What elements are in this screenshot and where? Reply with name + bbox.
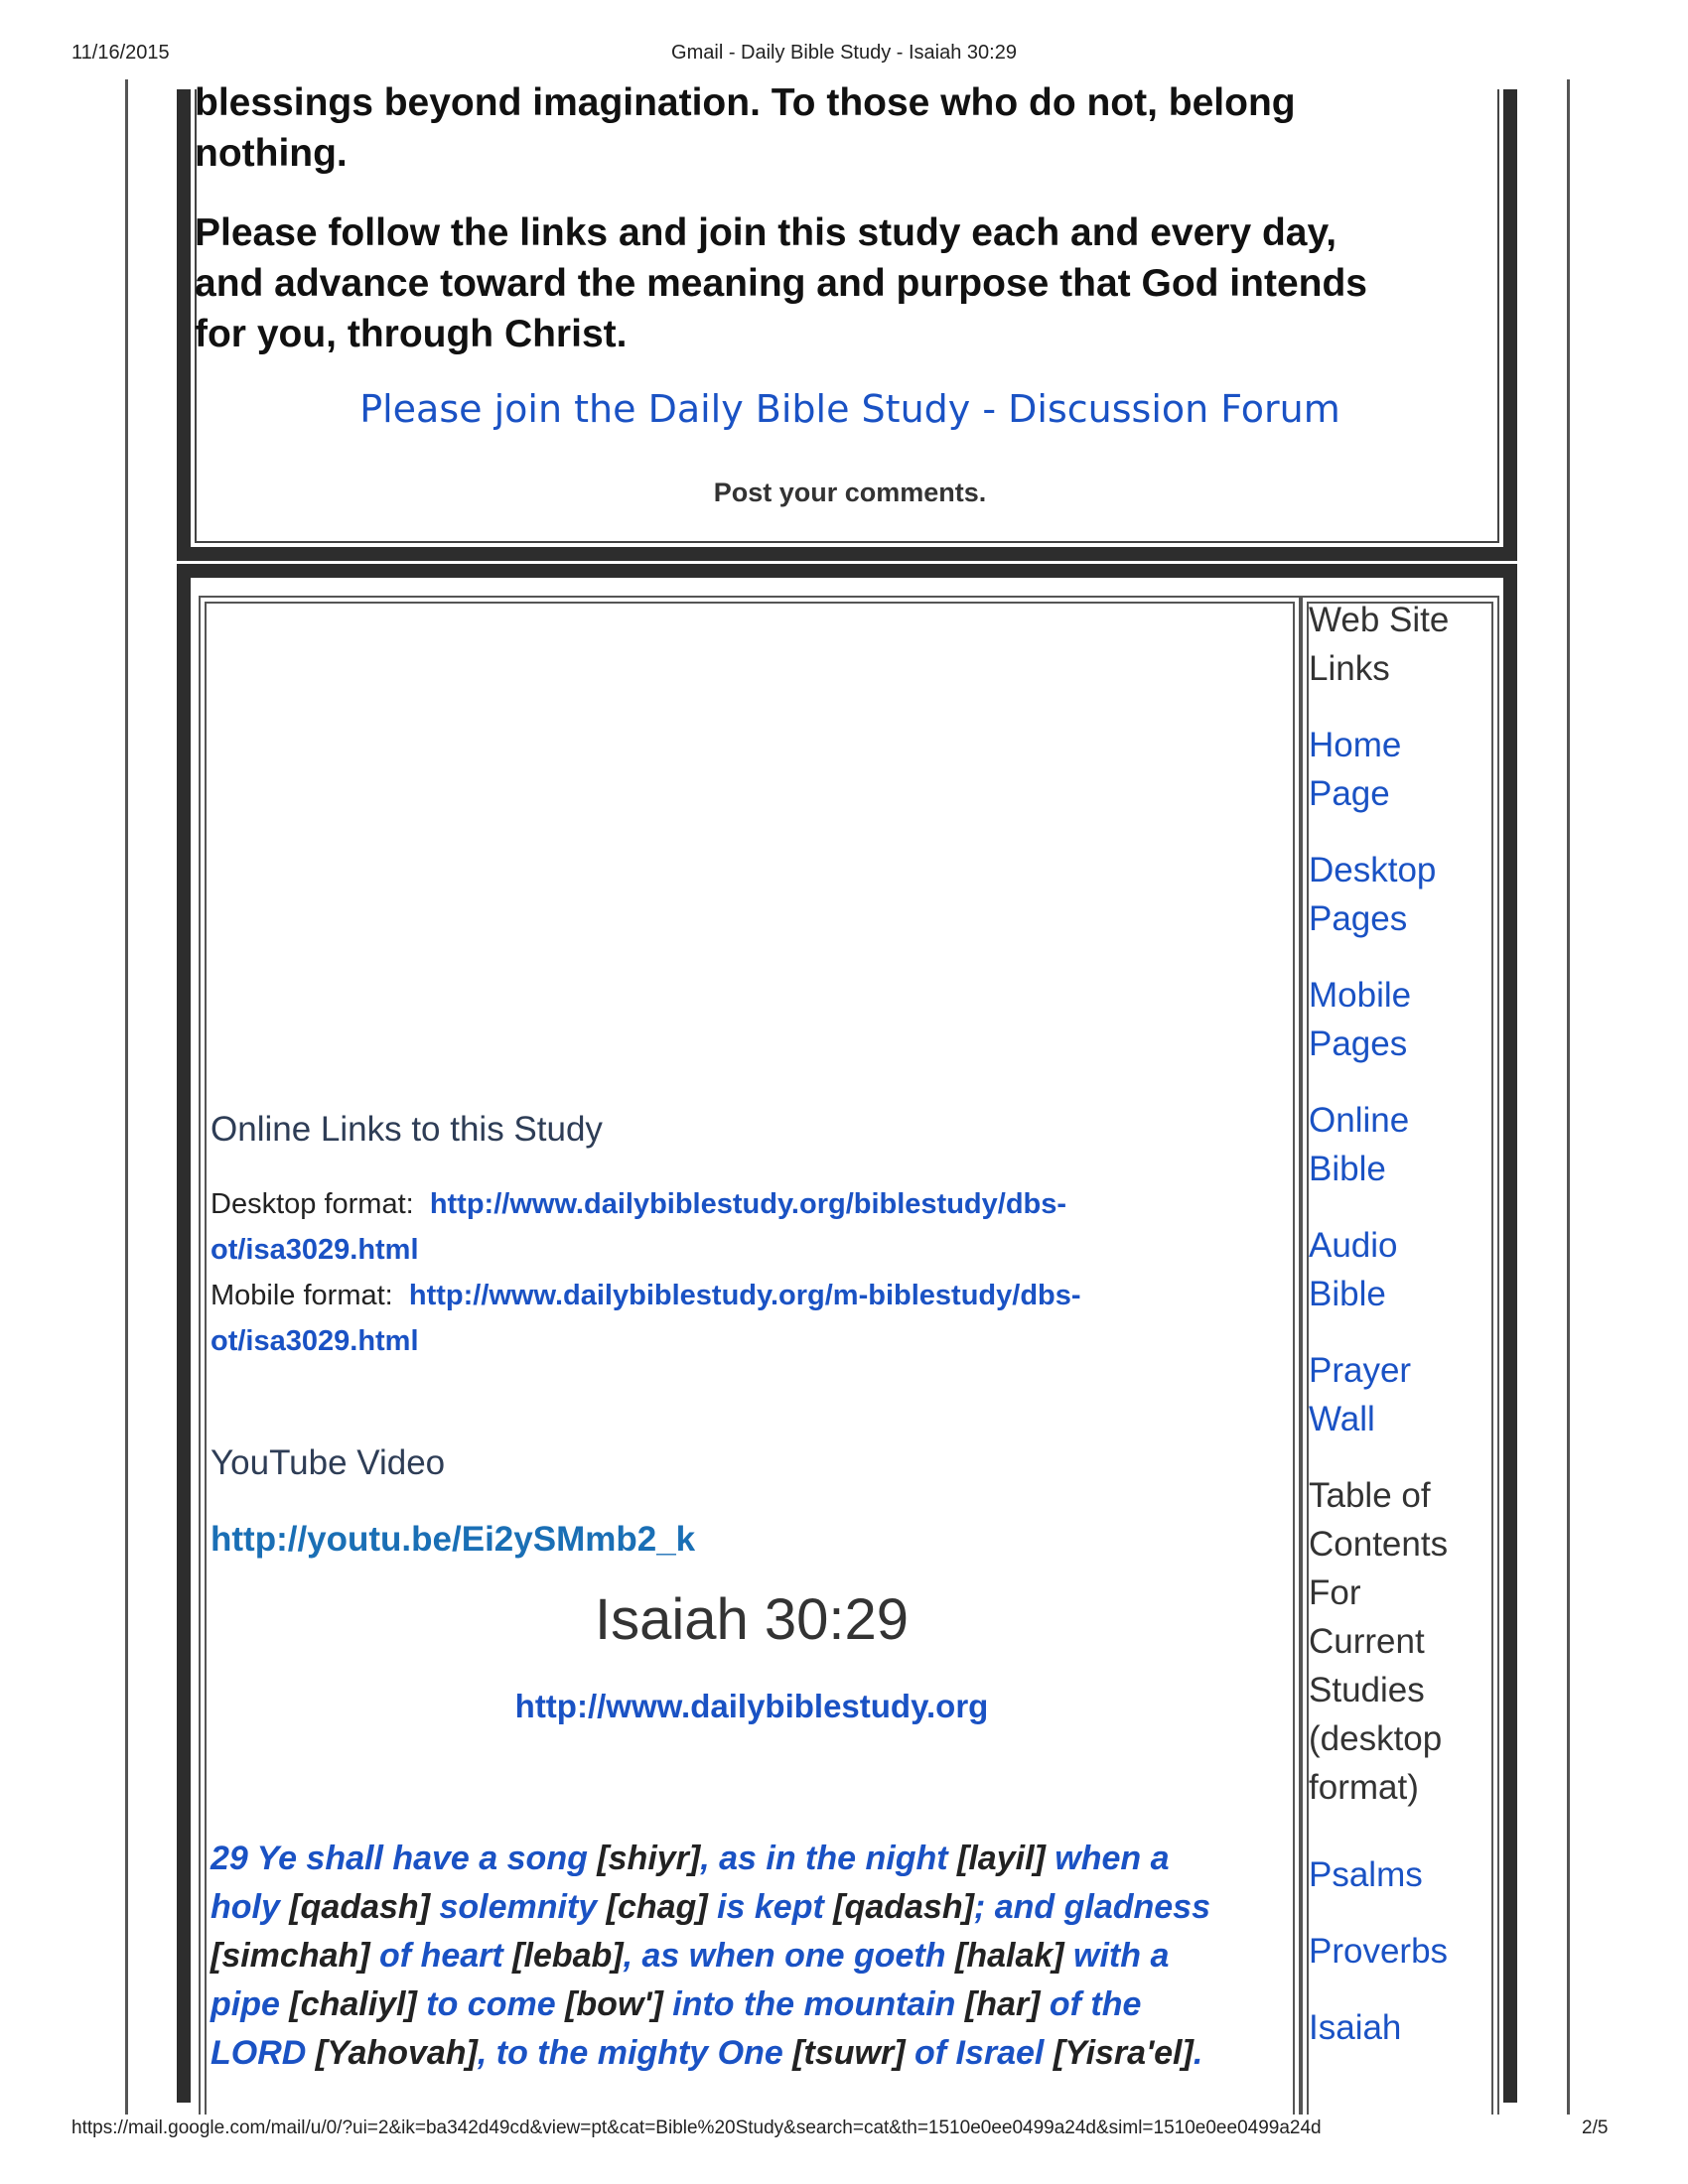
youtube-link[interactable]: http://youtu.be/Ei2ySMmb2_k [211,1520,696,1559]
mobile-format-link[interactable]: http://www.dailybiblestudy.org/m-biblestudy/dbs- [408,1280,1081,1311]
sidebar-link-desktop[interactable]: Desktop Pages [1309,851,1437,938]
desktop-format-link[interactable]: http://www.dailybiblestudy.org/biblestudy/dbs- [429,1188,1067,1220]
desktop-format-label: Desktop format: [211,1188,414,1220]
intro-para2-line-3: for you, through Christ. [195,313,628,355]
sidebar-link-isaiah[interactable]: Isaiah [1309,2008,1402,2047]
right-rule [1567,79,1570,2115]
sidebar-link-proverbs[interactable]: Proverbs [1309,1932,1449,1971]
youtube-heading: YouTube Video [211,1443,446,1482]
intro-para2-line-1: Please follow the links and join this study each and every day, [195,211,1337,254]
print-url: https://mail.google.com/mail/u/0/?ui=2&ik=ba342d49cd&view=pt&cat=Bible%20Study&search=cat&th=1510e0ee0499a24d&siml=1510e0ee0499a24d [71,2117,1322,2138]
mobile-format-label: Mobile format: [211,1280,393,1311]
sidebar-link-mobile[interactable]: Mobile Pages [1309,976,1412,1063]
mobile-format-link-cont[interactable]: ot/isa3029.html [211,1325,419,1357]
intro-line-1: blessings beyond imagination. To those who do not, belong [195,81,1296,124]
sidebar-link-audio-bible[interactable]: Audio Bible [1309,1226,1398,1313]
desktop-format [211,1181,1124,1364]
sidebar-link-psalms[interactable]: Psalms [1309,1855,1423,1894]
post-comments: Post your comments. [713,478,987,507]
print-title: Gmail - Daily Bible Study - Isaiah 30:29 [671,42,1017,64]
verse-text: 29 Ye shall have a song [shiyr], as in the night [layil] when a holy [qadash] solemnity [chag] is kept [qadash]; and gladness [simchah] of heart [lebab], as when one goeth [halak] with a pipe [chaliyl] to come [bow'] into the mountain [har] of the LORD [Yahovah], to the mighty One [tsuwr] of Israel [Yisra'el]. [211,1840,1210,2072]
desktop-format-link-cont[interactable]: ot/isa3029.html [211,1234,419,1266]
online-links-heading: Online Links to this Study [211,1110,603,1149]
intro-line-2: nothing. [195,132,348,175]
forum-link[interactable]: Please join the Daily Bible Study - Discussion Forum [359,387,1340,431]
sidebar-heading: Web Site Links [1309,601,1450,688]
sidebar-link-online-bible[interactable]: Online Bible [1309,1101,1410,1188]
sidebar-link-home[interactable]: Home Page [1309,726,1402,813]
intro-para2-line-2: and advance toward the meaning and purpose that God intends [195,262,1367,305]
left-rule [125,79,128,2115]
print-date: 11/16/2015 [71,42,170,64]
site-link[interactable]: http://www.dailybiblestudy.org [514,1688,989,1724]
study-title: Isaiah 30:29 [594,1587,910,1652]
sidebar-toc: Table of Contents For Current Studies (desktop format) [1309,1476,1449,1807]
sidebar-link-prayer-wall[interactable]: Prayer Wall [1309,1351,1412,1438]
print-page-number: 2/5 [1582,2117,1609,2138]
